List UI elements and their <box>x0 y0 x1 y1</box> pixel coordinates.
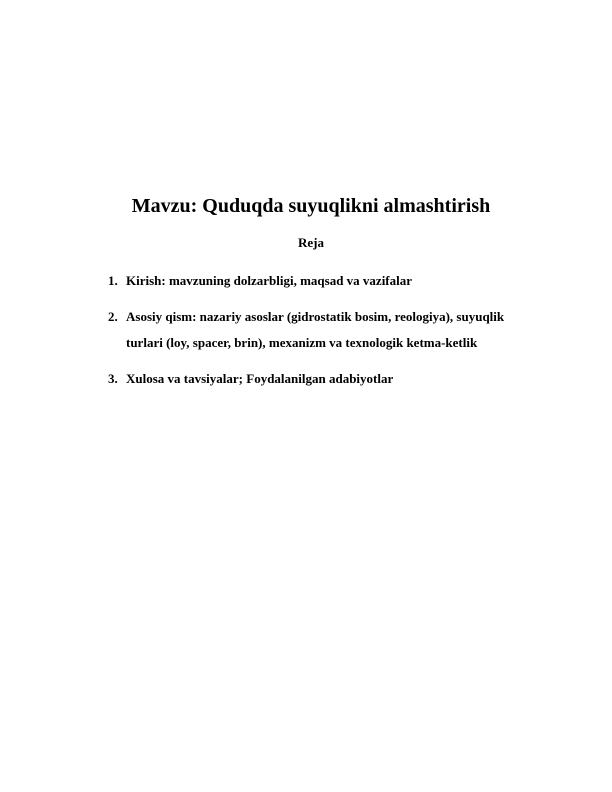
plan-list-item-2 <box>108 304 514 356</box>
plan-list-item-1 <box>108 268 514 294</box>
plan-item-number: 2. <box>108 309 118 324</box>
plan-item-text: Xulosa va tavsiyalar; Foydalanilgan adabiyotlar <box>126 371 394 386</box>
plan-item-text: Kirish: mavzuning dolzarbligi, maqsad va vazifalar <box>126 273 413 288</box>
plan-list-item-3 <box>108 366 514 392</box>
document-title: Mavzu: Quduqda suyuqlikni almashtirish <box>131 195 491 217</box>
document-content <box>108 193 514 402</box>
plan-item-number: 1. <box>108 273 118 288</box>
plan-item-number: 3. <box>108 371 118 386</box>
plan-list <box>108 268 514 392</box>
plan-item-text: Asosiy qism: nazariy asoslar (gidrostatik bosim, reologiya), suyuqlik turlari (loy, spacer, brin), mexanizm va texnologik ketma-ketlik <box>126 309 505 350</box>
document-subtitle: Reja <box>298 235 324 250</box>
